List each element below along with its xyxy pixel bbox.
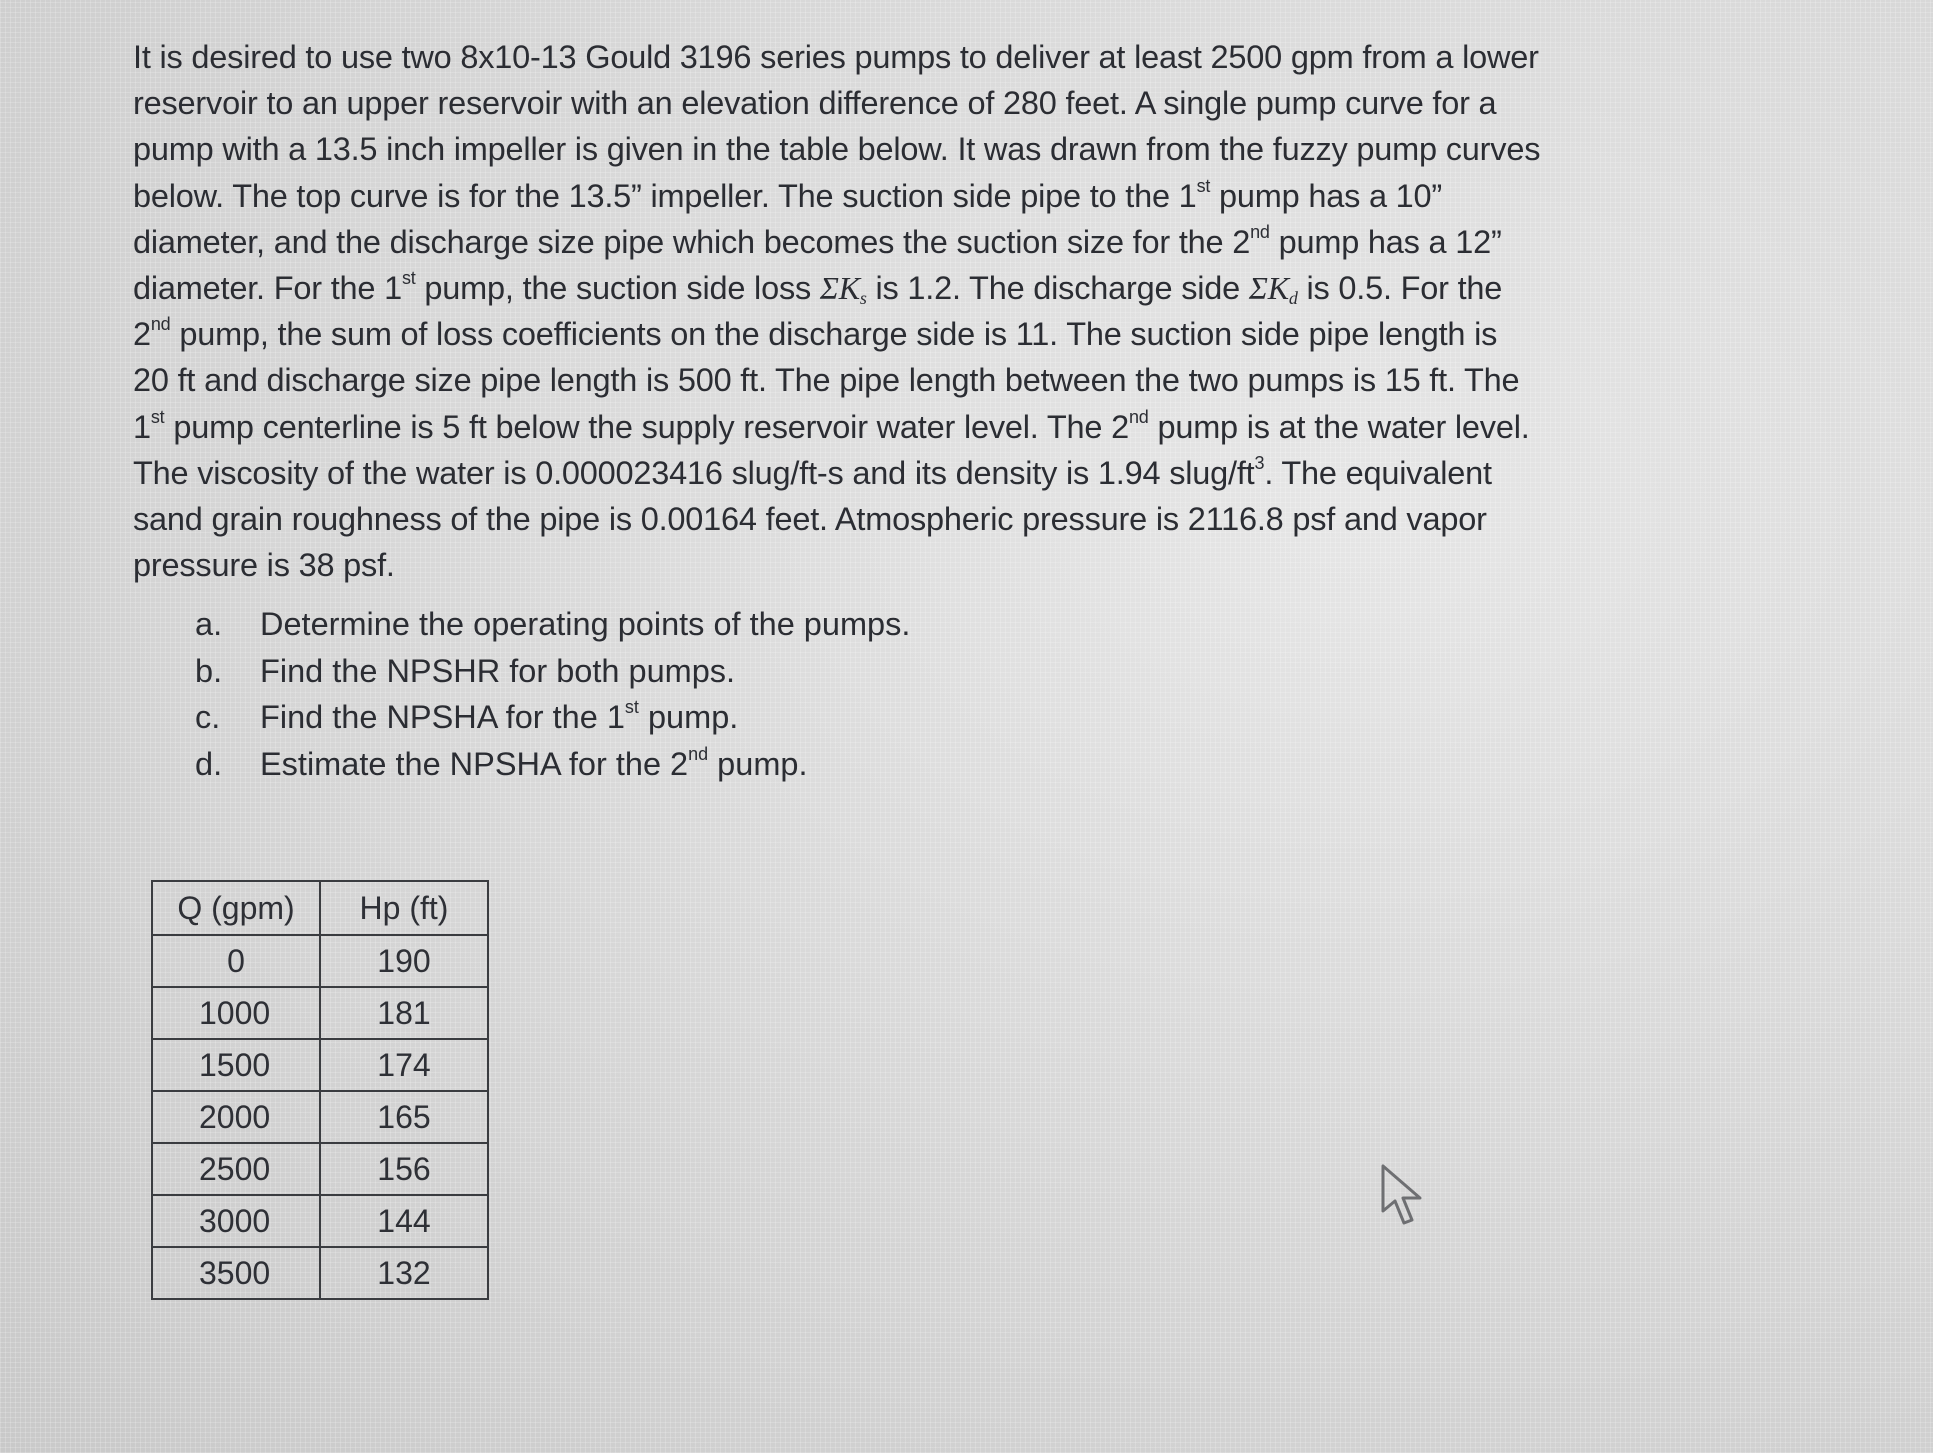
text-segment: pressure is 38 psf.	[133, 547, 395, 584]
superscript: nd	[1128, 406, 1149, 427]
text-segment: Find the NPSHA for the 1	[260, 699, 625, 735]
problem-line	[133, 357, 1773, 403]
problem-line	[133, 80, 1773, 126]
problem-line	[133, 34, 1773, 80]
problem-parts-list	[195, 601, 910, 787]
superscript: st	[401, 268, 416, 289]
text-segment: diameter. For the 1	[133, 270, 402, 307]
text-segment: sand grain roughness of the pipe is 0.00164 feet. Atmospheric pressure is 2116.8 psf and vapor	[133, 501, 1487, 538]
problem-line	[133, 219, 1773, 265]
mouse-pointer-arrow-icon	[1380, 1163, 1430, 1233]
text-segment: . The equivalent	[1264, 454, 1492, 491]
table-row	[152, 987, 488, 1039]
table-cell-flow: 1000	[152, 987, 320, 1039]
problem-line	[133, 450, 1773, 496]
table-row	[152, 1143, 488, 1195]
table-cell-flow: 1500	[152, 1039, 320, 1091]
text-segment: Estimate the NPSHA for the 2	[260, 745, 689, 782]
text-segment: Determine the operating points of the pumps.	[260, 606, 911, 642]
text-segment: is 1.2. The discharge side	[866, 270, 1249, 307]
text-segment: pump, the sum of loss coefficients on the discharge side is 11. The suction side pipe length is	[170, 316, 1498, 353]
list-item-marker: c.	[195, 699, 221, 735]
text-segment: 2	[133, 316, 151, 353]
table-row	[152, 1247, 488, 1299]
text-segment: 20 ft and discharge size pipe length is 500 ft. The pipe length between the two pumps is 15 ft. The	[133, 362, 1520, 399]
text-segment: pump with a 13.5 inch impeller is given in the table below. It was drawn from the fuzzy pump curves	[133, 131, 1541, 168]
text-segment: pump is at the water level.	[1148, 408, 1530, 445]
text-segment: reservoir to an upper reservoir with an elevation difference of 280 feet. A single pump curve for a	[133, 85, 1497, 122]
text-segment: 1	[133, 408, 151, 445]
table-cell-flow: 3500	[152, 1247, 320, 1299]
column-header-flow: Q (gpm)	[152, 881, 320, 935]
problem-line	[133, 404, 1773, 450]
text-segment: is 0.5. For the	[1297, 270, 1503, 307]
text-segment: It is desired to use two 8x10-13 Gould 3196 series pumps to deliver at least 2500 gpm from a lower	[133, 39, 1539, 75]
text-segment: pump.	[708, 745, 808, 782]
table-cell-head: 174	[320, 1039, 488, 1091]
superscript: nd	[688, 743, 709, 764]
text-segment: diameter, and the discharge size pipe which becomes the suction size for the 2	[133, 223, 1251, 260]
text-segment: pump, the suction side loss	[415, 270, 820, 307]
table-row	[152, 935, 488, 987]
list-item-marker: b.	[195, 652, 223, 689]
table-cell-head: 132	[320, 1247, 488, 1299]
table-row	[152, 1091, 488, 1143]
table-cell-flow: 2500	[152, 1143, 320, 1195]
text-segment: Find the NPSHR for both pumps.	[260, 652, 736, 689]
column-header-head: Hp (ft)	[320, 881, 488, 935]
loss-coefficient-symbol: $\Sigma K_d$	[1248, 270, 1298, 309]
list-item	[195, 694, 910, 741]
problem-line	[133, 542, 1773, 588]
superscript: st	[624, 697, 639, 717]
list-item	[195, 601, 910, 648]
list-item	[195, 741, 910, 788]
table-cell-head: 165	[320, 1091, 488, 1143]
text-segment: pump.	[638, 699, 739, 735]
superscript: st	[1196, 175, 1211, 196]
table-row	[152, 1195, 488, 1247]
table-cell-head: 144	[320, 1195, 488, 1247]
problem-statement	[133, 34, 1773, 588]
text-segment: pump has a 12”	[1269, 223, 1502, 260]
superscript: 3	[1254, 452, 1265, 473]
problem-line	[133, 265, 1773, 311]
superscript: st	[150, 406, 165, 427]
table-cell-flow: 3000	[152, 1195, 320, 1247]
loss-coefficient-symbol: $\Sigma K_s$	[819, 270, 867, 309]
text-segment: below. The top curve is for the 13.5” impeller. The suction side pipe to the 1	[133, 177, 1197, 214]
problem-line	[133, 311, 1773, 357]
problem-line	[133, 126, 1773, 172]
list-item	[195, 648, 910, 695]
table-cell-head: 156	[320, 1143, 488, 1195]
text-segment: pump centerline is 5 ft below the supply reservoir water level. The 2	[164, 408, 1129, 445]
list-item-marker: a.	[195, 606, 223, 642]
table-header-row	[152, 881, 488, 935]
text-segment: pump has a 10”	[1210, 177, 1443, 214]
table-cell-head: 181	[320, 987, 488, 1039]
list-item-marker: d.	[195, 745, 223, 782]
pump-curve-table	[151, 880, 489, 1300]
table-cell-flow: 2000	[152, 1091, 320, 1143]
superscript: nd	[1250, 221, 1270, 242]
problem-line	[133, 173, 1773, 219]
table-cell-flow: 0	[152, 935, 320, 987]
superscript: nd	[150, 314, 171, 335]
table-cell-head: 190	[320, 935, 488, 987]
text-segment: The viscosity of the water is 0.000023416 slug/ft-s and its density is 1.94 slug/ft	[133, 454, 1255, 491]
problem-line	[133, 496, 1773, 542]
table-row	[152, 1039, 488, 1091]
